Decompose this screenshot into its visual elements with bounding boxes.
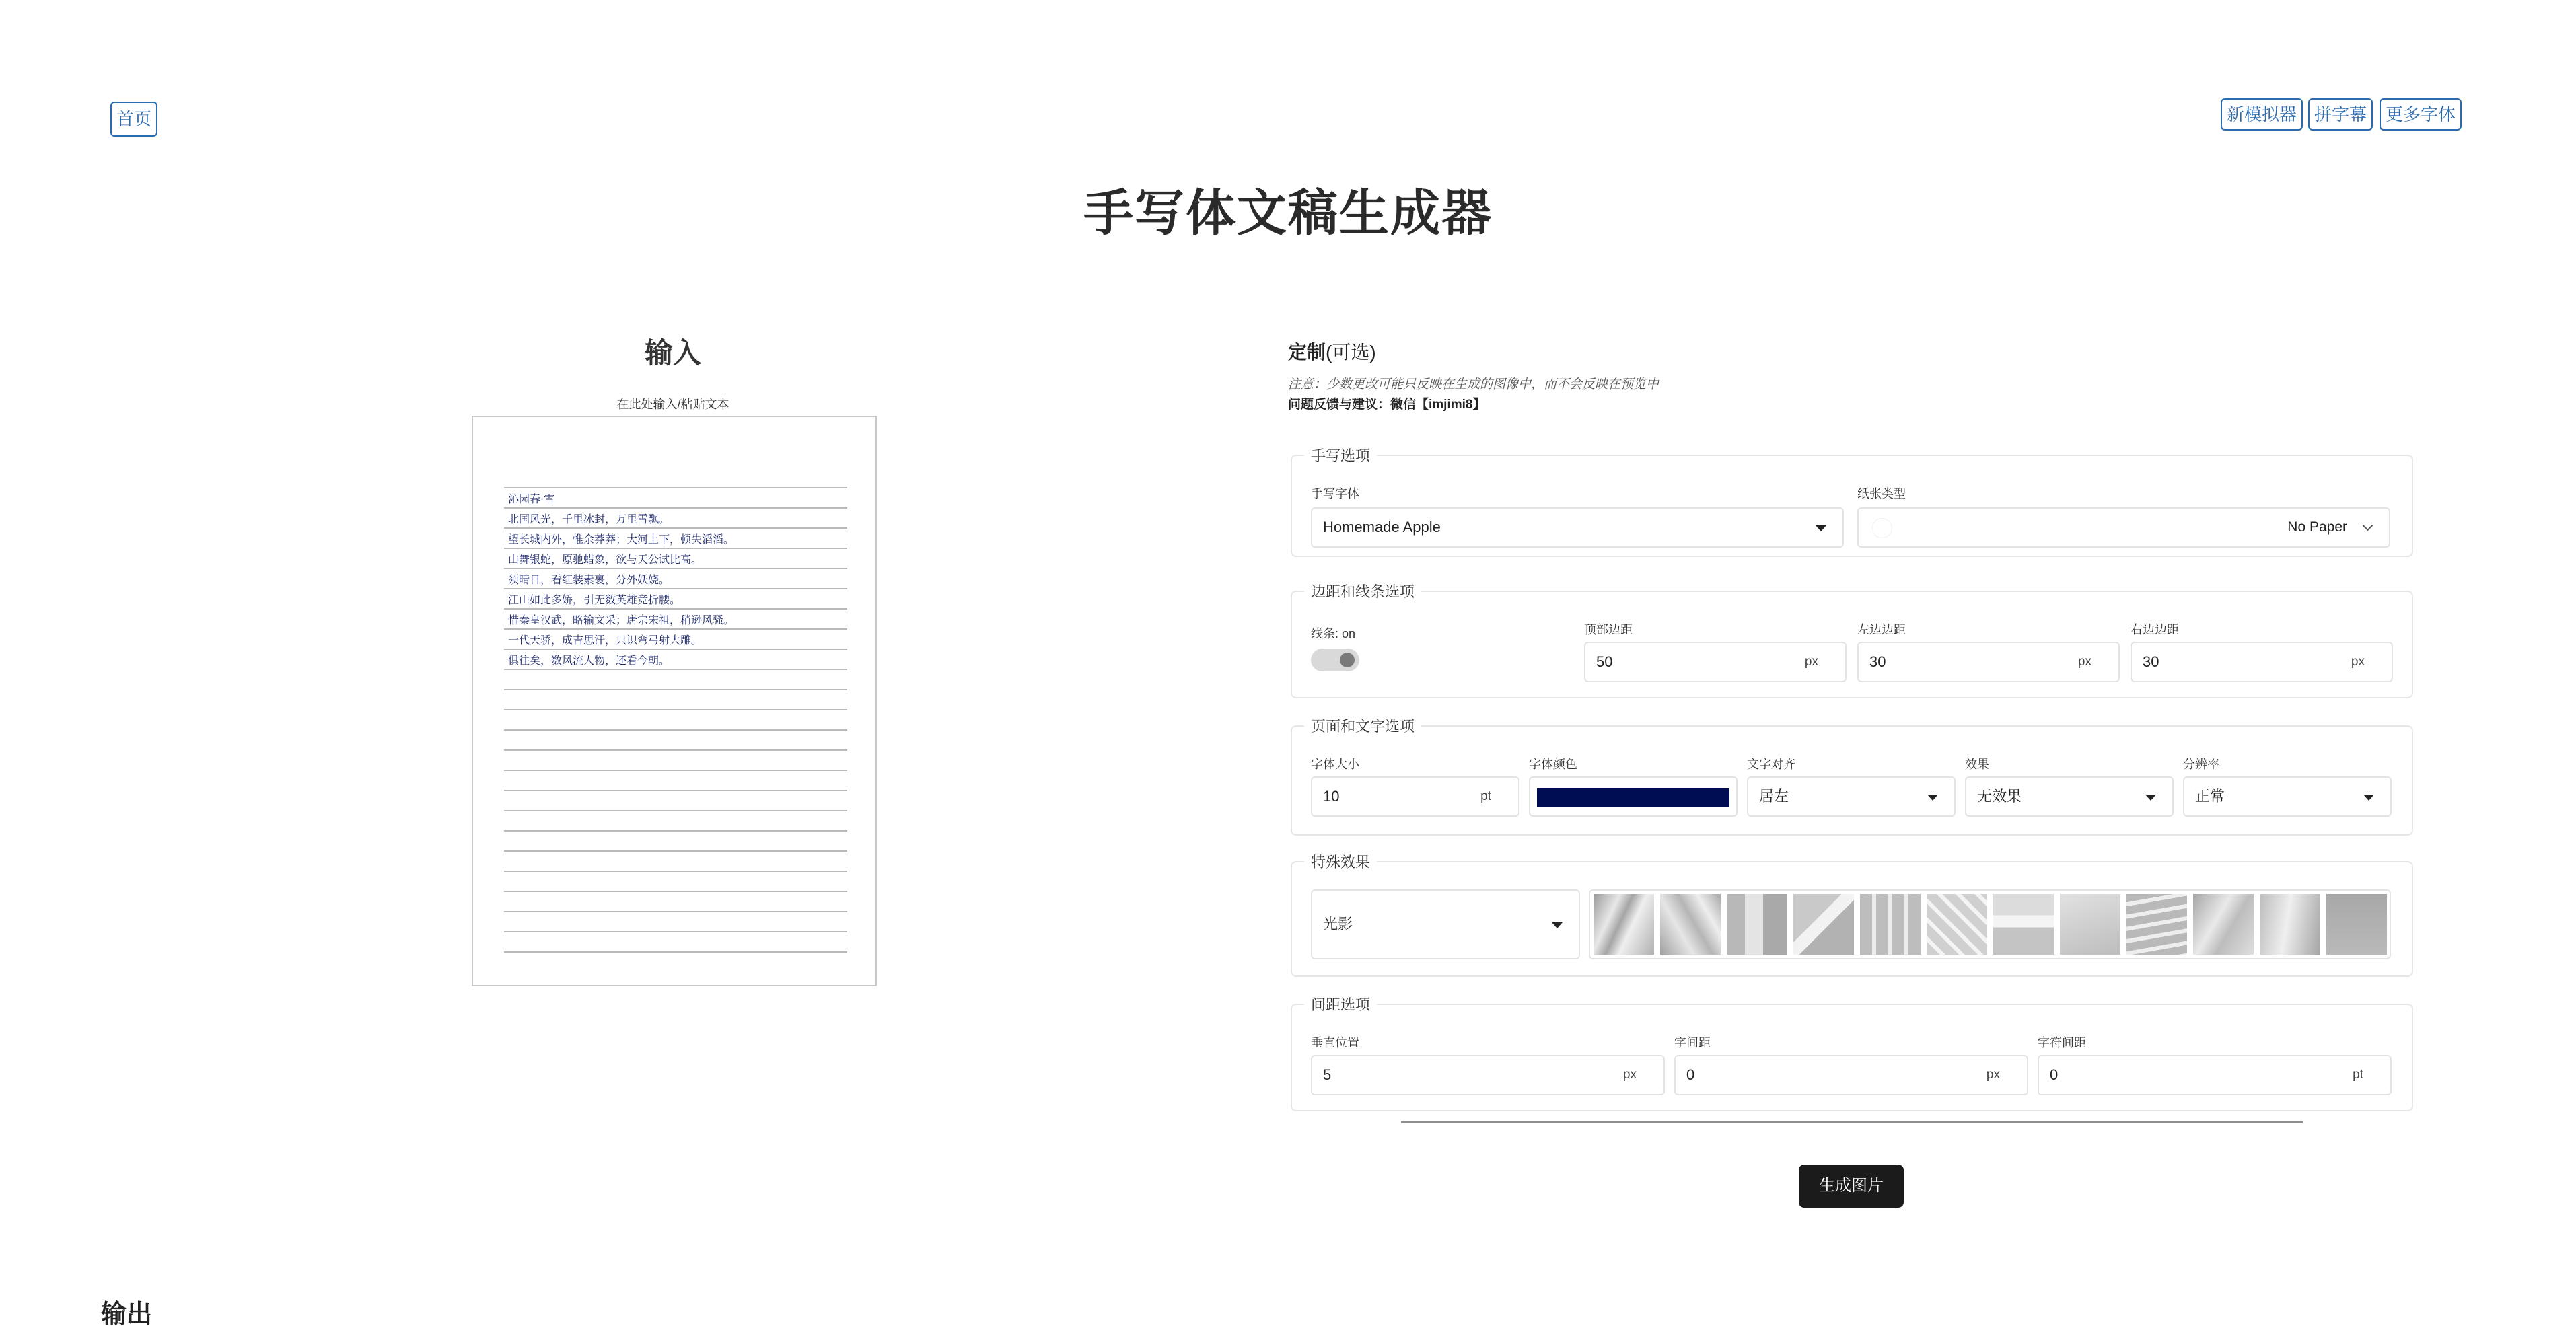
customize-label: 定制	[1288, 342, 1326, 363]
effect-thumbnail-strip	[1589, 889, 2391, 959]
poem-line: 俱往矣，数风流人物，还看今朝。	[508, 654, 670, 667]
special-effects-section	[1291, 854, 2413, 977]
right-margin-label: 右边边距	[2131, 623, 2179, 636]
effect-thumbnail[interactable]	[2126, 894, 2187, 955]
effect-thumbnail[interactable]	[2326, 894, 2387, 955]
effect-thumbnail[interactable]	[1860, 894, 1921, 955]
caret-down-icon	[1816, 525, 1826, 531]
font-color-label: 字体颜色	[1529, 758, 1577, 771]
paper-line	[504, 468, 847, 488]
more-fonts-button[interactable]: 更多字体	[2380, 98, 2462, 131]
page-text-options-legend: 页面和文字选项	[1304, 715, 1421, 736]
right-margin-unit: px	[2351, 655, 2365, 669]
poem-line: 江山如此多娇，引无数英雄竞折腰。	[508, 593, 681, 606]
font-size-input[interactable]	[1311, 776, 1519, 817]
vertical-position-input[interactable]	[1311, 1055, 1665, 1095]
resolution-select[interactable]	[2183, 776, 2392, 817]
char-spacing-input[interactable]	[2038, 1055, 2392, 1095]
lines-toggle[interactable]	[1311, 649, 1359, 671]
text-align-label: 文字对齐	[1747, 758, 1795, 771]
top-margin-unit: px	[1804, 655, 1818, 669]
preview-note: 注意：少数更改可能只反映在生成的图像中，而不会反映在预览中	[1288, 377, 1659, 392]
vertical-position-value: 5	[1323, 1066, 1332, 1083]
paper-line	[504, 892, 847, 912]
paper-line	[504, 832, 847, 852]
handwriting-font-value: Homemade Apple	[1323, 519, 1441, 536]
paper-line	[504, 710, 847, 731]
paper-line	[504, 569, 847, 589]
vertical-position-label: 垂直位置	[1311, 1036, 1359, 1049]
caret-down-icon	[2145, 795, 2156, 801]
paper-type-label: 纸张类型	[1857, 487, 1906, 501]
paper-line	[504, 912, 847, 932]
poem-line: 惜秦皇汉武，略输文采；唐宗宋祖，稍逊风骚。	[508, 614, 735, 626]
word-spacing-input[interactable]	[1674, 1055, 2028, 1095]
customize-optional: (可选)	[1326, 342, 1376, 363]
text-align-value: 居左	[1759, 788, 1789, 805]
poem-line: 北国风光，千里冰封，万里雪飘。	[508, 513, 670, 525]
char-spacing-unit: pt	[2353, 1068, 2363, 1082]
effect-thumbnail[interactable]	[1660, 894, 1721, 955]
chevron-down-icon	[2363, 521, 2373, 531]
effect-thumbnail[interactable]	[1927, 894, 1987, 955]
poem-line: 一代天骄，成吉思汗，只识弯弓射大雕。	[508, 634, 703, 647]
subtitle-join-button[interactable]: 拼字幕	[2308, 98, 2373, 131]
effect-thumbnail[interactable]	[1727, 894, 1787, 955]
paper-line	[504, 589, 847, 610]
font-size-label: 字体大小	[1311, 758, 1359, 771]
divider	[1401, 1121, 2303, 1123]
generate-image-button[interactable]: 生成图片	[1799, 1165, 1904, 1208]
new-simulator-button[interactable]: 新模拟器	[2221, 98, 2303, 131]
home-button[interactable]: 首页	[110, 102, 157, 137]
right-margin-value: 30	[2143, 653, 2159, 670]
caret-down-icon	[1552, 922, 1563, 928]
right-margin-input[interactable]	[2131, 642, 2393, 682]
input-hint: 在此处输入/粘贴文本	[616, 398, 729, 411]
paper-line	[504, 670, 847, 690]
poem-line: 须晴日，看红装素裹，分外妖娆。	[508, 573, 670, 586]
paper-line	[504, 529, 847, 549]
paper-line	[504, 650, 847, 670]
paper-swatch-icon	[1872, 518, 1892, 538]
effect-thumbnail[interactable]	[1993, 894, 2054, 955]
spacing-options-section	[1291, 996, 2413, 1111]
font-color-swatch	[1537, 788, 1729, 807]
paper-type-value: No Paper	[2287, 519, 2347, 535]
special-effects-legend: 特殊效果	[1304, 851, 1377, 872]
handwriting-options-legend: 手写选项	[1304, 445, 1377, 466]
effect-select[interactable]	[1965, 776, 2174, 817]
left-margin-value: 30	[1869, 653, 1886, 670]
poem-line: 沁园春·雪	[508, 492, 555, 505]
paper-line	[504, 872, 847, 892]
effect-thumbnail[interactable]	[1793, 894, 1854, 955]
word-spacing-unit: px	[1986, 1068, 2000, 1082]
left-margin-label: 左边边距	[1857, 623, 1906, 636]
margin-line-options-section	[1291, 583, 2413, 698]
paper-lines	[504, 468, 847, 953]
special-effect-value: 光影	[1323, 916, 1353, 932]
paper-line	[504, 731, 847, 751]
paper-line	[504, 791, 847, 811]
paper-line	[504, 852, 847, 872]
paper-line	[504, 771, 847, 791]
poem-line: 山舞银蛇，原驰蜡象，欲与天公试比高。	[508, 553, 703, 566]
top-margin-value: 50	[1596, 653, 1613, 670]
effect-thumbnail[interactable]	[2193, 894, 2254, 955]
paper-line	[504, 549, 847, 569]
paper-line	[504, 932, 847, 953]
text-align-select[interactable]	[1747, 776, 1956, 817]
handwriting-options-section	[1291, 447, 2413, 557]
char-spacing-label: 字符间距	[2038, 1036, 2086, 1049]
top-margin-input[interactable]	[1584, 642, 1847, 682]
feedback-note: 问题反馈与建议：微信【imjimi8】	[1288, 398, 1486, 412]
font-color-picker[interactable]	[1529, 776, 1738, 817]
word-spacing-value: 0	[1686, 1066, 1695, 1083]
effect-thumbnail[interactable]	[2260, 894, 2320, 955]
effect-value: 无效果	[1977, 788, 2022, 805]
paper-line	[504, 630, 847, 650]
resolution-value: 正常	[2195, 788, 2225, 805]
handwriting-font-select[interactable]	[1311, 507, 1844, 548]
customize-title	[1288, 338, 1376, 365]
paper-line	[504, 690, 847, 710]
paper-type-select[interactable]	[1857, 507, 2390, 548]
font-size-unit: pt	[1480, 789, 1491, 803]
effect-label: 效果	[1965, 758, 1989, 771]
page-title: 手写体文稿生成器	[1083, 185, 1493, 241]
left-margin-input[interactable]	[1857, 642, 2120, 682]
top-margin-label: 顶部边距	[1584, 623, 1633, 636]
output-heading: 输出	[101, 1300, 153, 1326]
caret-down-icon	[1927, 795, 1938, 801]
lines-toggle-label: 线条: on	[1311, 627, 1356, 640]
margin-line-options-legend: 边距和线条选项	[1304, 581, 1421, 601]
resolution-label: 分辨率	[2183, 758, 2219, 771]
effect-thumbnail[interactable]	[2060, 894, 2120, 955]
paper-line	[504, 488, 847, 509]
handwriting-font-label: 手写字体	[1311, 487, 1359, 501]
char-spacing-value: 0	[2050, 1066, 2059, 1083]
vertical-position-unit: px	[1622, 1068, 1637, 1082]
input-heading: 输入	[644, 337, 701, 369]
paper-line	[504, 751, 847, 771]
effect-thumbnail[interactable]	[1594, 894, 1654, 955]
input-paper-editor[interactable]	[472, 416, 877, 986]
word-spacing-label: 字间距	[1674, 1036, 1711, 1049]
special-effect-select[interactable]	[1311, 889, 1580, 959]
paper-line	[504, 610, 847, 630]
poem-line: 望长城内外，惟余莽莽；大河上下，顿失滔滔。	[508, 533, 735, 546]
font-size-value: 10	[1323, 788, 1340, 805]
paper-line	[504, 811, 847, 832]
left-margin-unit: px	[2077, 655, 2091, 669]
paper-line	[504, 509, 847, 529]
caret-down-icon	[2363, 795, 2374, 801]
toggle-knob	[1340, 653, 1355, 667]
page-text-options-section	[1291, 718, 2413, 836]
spacing-options-legend: 间距选项	[1304, 994, 1377, 1015]
